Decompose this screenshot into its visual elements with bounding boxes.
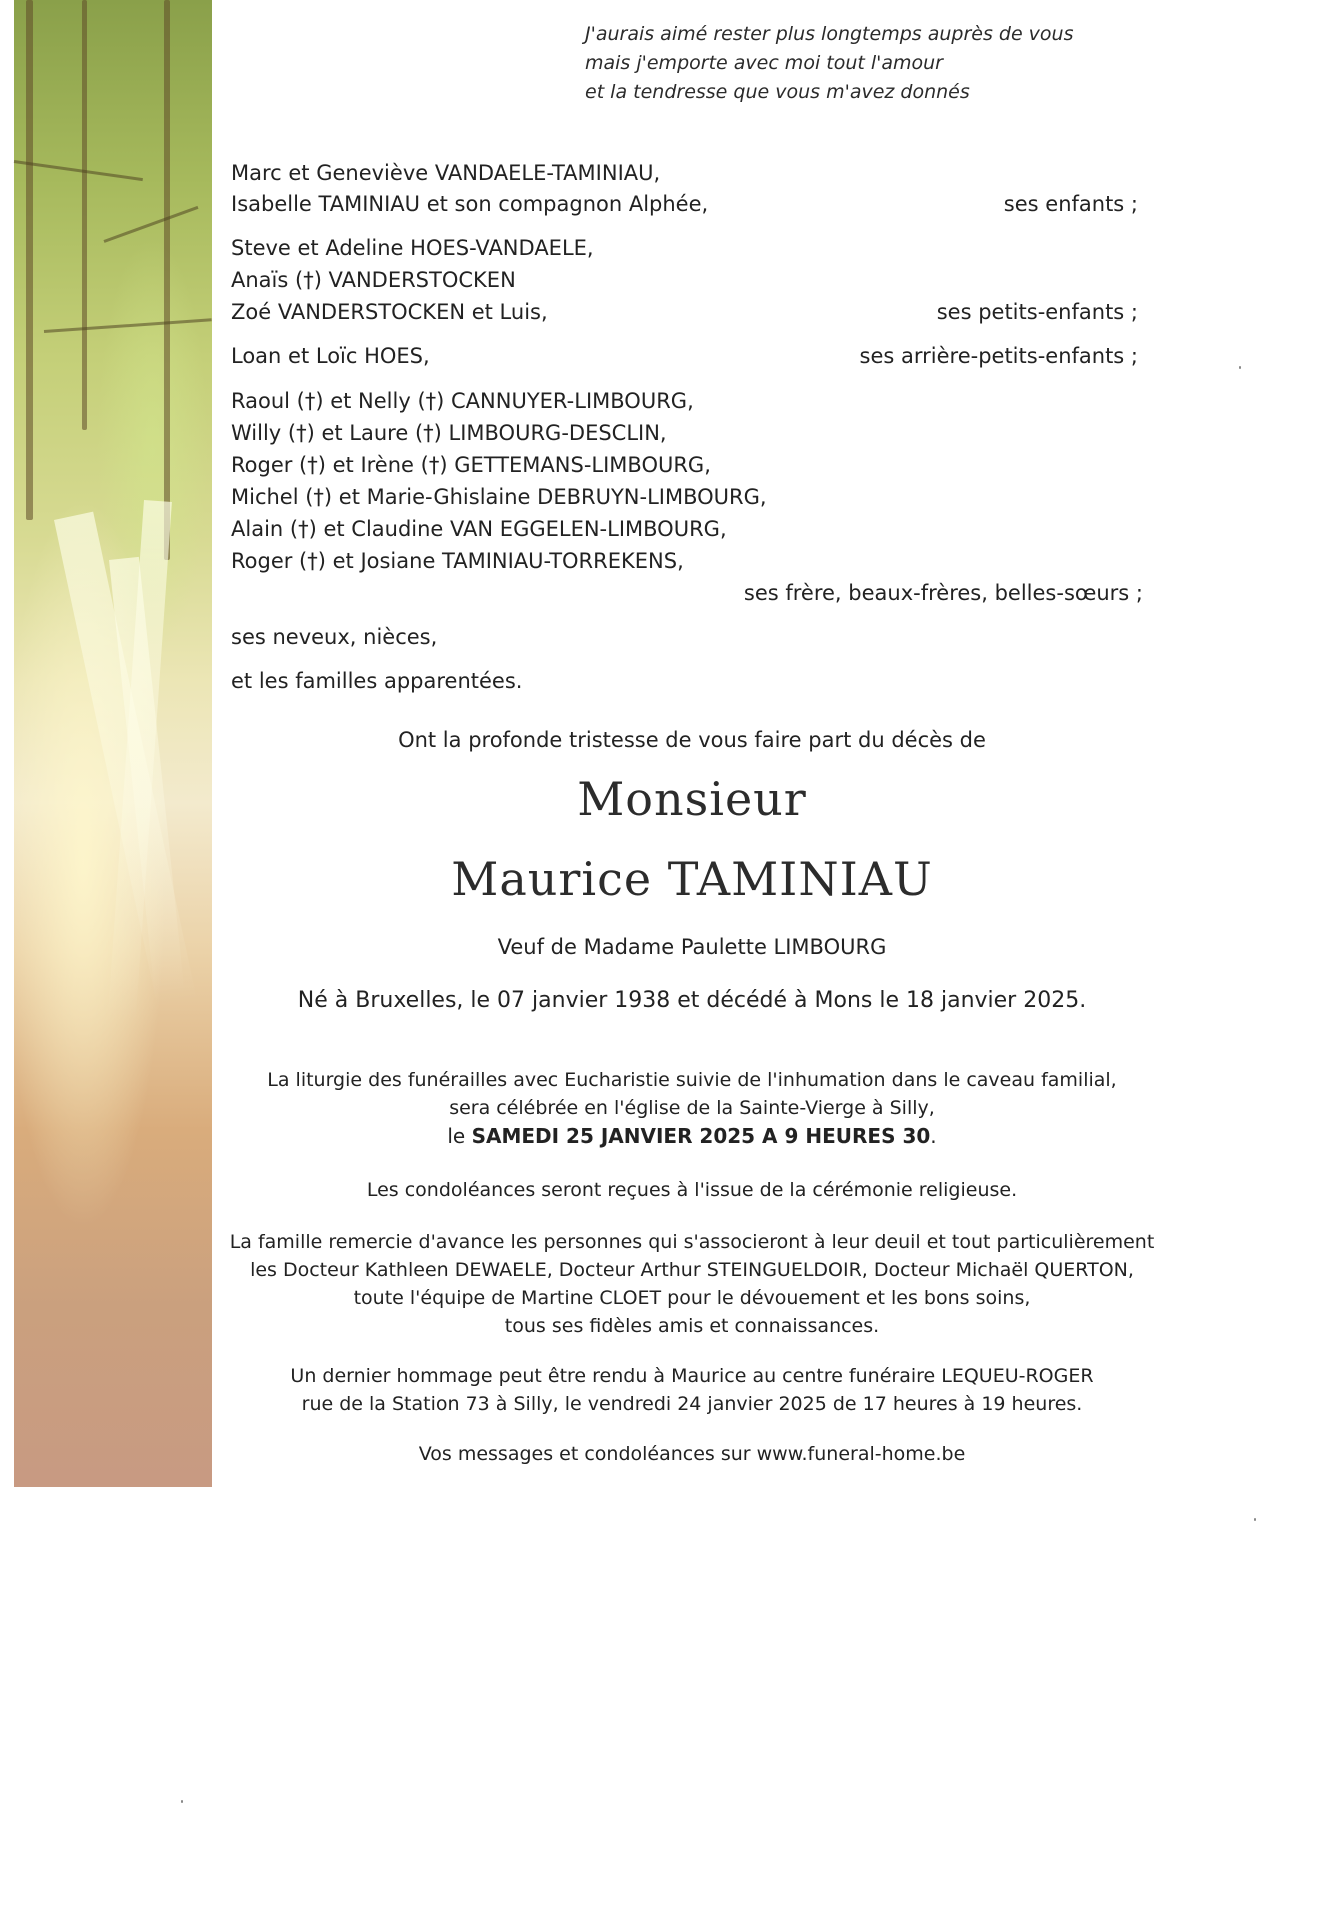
online-messages-note (212, 1440, 1172, 1468)
condolences-line: Les condoléances seront reçues à l'issue de la cérémonie religieuse. (366, 1179, 1018, 1201)
thanks-line: les Docteur Kathleen DEWAELE, Docteur Arthur STEINGUELDOIR, Docteur Michaël QUERTON, (250, 1259, 1134, 1281)
thanks-line: toute l'équipe de Martine CLOET pour le dévouement et les bons soins, (353, 1287, 1031, 1309)
ceremony-date-suffix: . (930, 1124, 937, 1148)
condolences-note (212, 1176, 1172, 1204)
messages-line: Vos messages et condoléances sur www.funeral-home.be (418, 1443, 966, 1465)
family-name-line: ses neveux, nièces, (231, 625, 438, 649)
thanks-note (212, 1228, 1172, 1340)
family-name-line: Isabelle TAMINIAU et son compagnon Alphée, (231, 192, 709, 216)
poem (585, 20, 1145, 107)
family-name-line: Zoé VANDERSTOCKEN et Luis, (231, 300, 548, 324)
poem-line: J'aurais aimé rester plus longtemps auprès de vous (585, 23, 1074, 45)
ceremony-line: sera célébrée en l'église de la Sainte-Vierge à Silly, (449, 1097, 935, 1119)
ceremony-date-prefix: le (447, 1124, 472, 1148)
relationship-label: ses frère, beaux-frères, belles-sœurs ; (743, 581, 1143, 605)
family-name-line: Roger (†) et Irène (†) GETTEMANS-LIMBOURG, (231, 453, 711, 477)
tribute-note (212, 1362, 1172, 1418)
relationship-label: ses arrière-petits-enfants ; (859, 344, 1138, 368)
ceremony-date: SAMEDI 25 JANVIER 2025 A 9 HEURES 30 (471, 1124, 931, 1148)
family-name-line: Raoul (†) et Nelly (†) CANNUYER-LIMBOURG, (231, 389, 694, 413)
family-name-line: Willy (†) et Laure (†) LIMBOURG-DESCLIN, (231, 421, 667, 445)
family-name-line: Anaïs (†) VANDERSTOCKEN (231, 268, 516, 292)
tribute-line: rue de la Station 73 à Silly, le vendredi 24 janvier 2025 de 17 heures à 19 heures. (301, 1393, 1083, 1415)
thanks-line: tous ses fidèles amis et connaissances. (504, 1315, 880, 1337)
poem-line: et la tendresse que vous m'avez donnés (585, 81, 970, 103)
ceremony-details (212, 1066, 1172, 1150)
scan-speck (1254, 1518, 1256, 1521)
family-name-line: Marc et Geneviève VANDAELE-TAMINIAU, (231, 161, 661, 185)
family-name-line: Alain (†) et Claudine VAN EGGELEN-LIMBOURG, (231, 517, 727, 541)
family-name-line: Steve et Adeline HOES-VANDAELE, (231, 236, 594, 260)
scan-speck (181, 1800, 183, 1803)
deceased-title: Monsieur (577, 772, 807, 826)
ceremony-date-line (212, 1122, 1172, 1150)
thanks-line: La famille remercie d'avance les personnes qui s'associeront à leur deuil et tout particulièrement (229, 1231, 1155, 1253)
family-name-line: Roger (†) et Josiane TAMINIAU-TORREKENS, (231, 549, 684, 573)
poem-line: mais j'emporte avec moi tout l'amour (585, 52, 943, 74)
relationship-label: ses enfants ; (1003, 192, 1138, 216)
widow-of: Veuf de Madame Paulette LIMBOURG (497, 935, 887, 959)
scan-speck (1239, 366, 1241, 369)
deceased-name: Maurice TAMINIAU (451, 852, 933, 906)
announcement-intro: Ont la profonde tristesse de vous faire part du décès de (398, 728, 986, 752)
forest-path-image (14, 0, 212, 1487)
relationship-label: ses petits-enfants ; (936, 300, 1138, 324)
family-name-line: Loan et Loïc HOES, (231, 344, 430, 368)
ceremony-line: La liturgie des funérailles avec Eucharistie suivie de l'inhumation dans le caveau familial, (267, 1069, 1117, 1091)
tribute-line: Un dernier hommage peut être rendu à Maurice au centre funéraire LEQUEU-ROGER (290, 1365, 1094, 1387)
birth-death-dates: Né à Bruxelles, le 07 janvier 1938 et décédé à Mons le 18 janvier 2025. (297, 988, 1087, 1013)
family-name-line: Michel (†) et Marie-Ghislaine DEBRUYN-LIMBOURG, (231, 485, 767, 509)
family-name-line: et les familles apparentées. (231, 669, 523, 693)
